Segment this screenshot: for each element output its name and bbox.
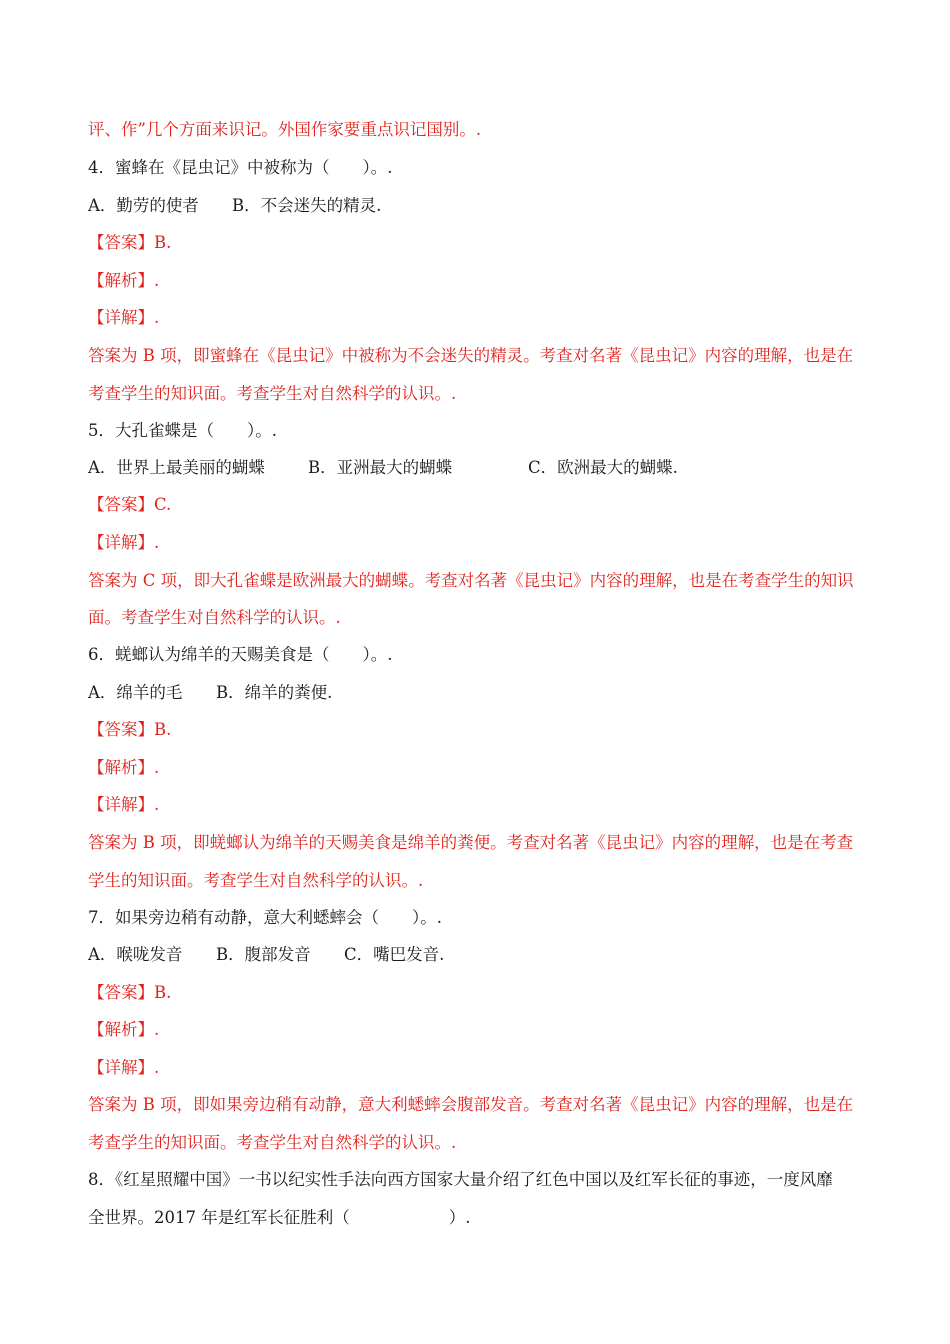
question-7-stem: 7．如果旁边稍有动静，意大利蟋蟀会（ ）。.: [88, 908, 442, 927]
q6-explanation-line-2: 学生的知识面。考查学生对自然科学的认识。.: [88, 871, 424, 890]
q5-option-c: C．欧洲最大的蝴蝶.: [528, 458, 678, 477]
q7-option-a: A．喉咙发音: [88, 945, 183, 964]
question-4-options: [88, 195, 381, 217]
q5-detail: 【详解】.: [88, 533, 160, 552]
question-7-options: [88, 944, 444, 966]
question-6-options: [88, 682, 332, 704]
q5-explanation-line-2: 面。考查学生对自然科学的认识。.: [88, 608, 341, 627]
question-5-stem: 5．大孔雀蝶是（ ）。.: [88, 421, 277, 440]
question-6-stem: 6．蜣螂认为绵羊的天赐美食是（ ）。.: [88, 645, 393, 664]
q4-option-a: A．勤劳的使者: [88, 196, 199, 215]
q7-analysis: 【解析】.: [88, 1020, 160, 1039]
q5-option-a: A．世界上最美丽的蝴蝶: [88, 458, 265, 477]
q7-detail: 【详解】.: [88, 1058, 160, 1077]
q4-explanation-line-2: 考查学生的知识面。考查学生对自然科学的认识。.: [88, 384, 457, 403]
q6-detail: 【详解】.: [88, 795, 160, 814]
q5-explanation-line-1: 答案为 C 项，即大孔雀蝶是欧洲最大的蝴蝶。考查对名著《昆虫记》内容的理解，也是在考查学生的知识: [88, 571, 854, 590]
q4-answer: 【答案】B.: [88, 233, 172, 252]
intro-text: 评、作”几个方面来识记。外国作家要重点识记国别。.: [88, 120, 482, 139]
q4-analysis: 【解析】.: [88, 271, 160, 290]
q5-answer: 【答案】C.: [88, 495, 172, 514]
q6-answer: 【答案】B.: [88, 720, 172, 739]
q6-option-b: B．绵羊的粪便.: [216, 683, 333, 702]
q7-answer: 【答案】B.: [88, 983, 172, 1002]
q7-explanation-line-2: 考查学生的知识面。考查学生对自然科学的认识。.: [88, 1133, 457, 1152]
question-8-stem-line-2: 全世界。2017 年是红军长征胜利（ ）.: [88, 1208, 471, 1227]
question-5-options: [88, 457, 678, 479]
q4-detail: 【详解】.: [88, 308, 160, 327]
q6-option-a: A．绵羊的毛: [88, 683, 183, 702]
q6-analysis: 【解析】.: [88, 758, 160, 777]
question-4-stem: 4．蜜蜂在《昆虫记》中被称为（ ）。.: [88, 158, 393, 177]
q7-option-b: B．腹部发音: [216, 945, 311, 964]
q4-option-b: B．不会迷失的精灵.: [232, 196, 382, 215]
q4-explanation-line-1: 答案为 B 项，即蜜蜂在《昆虫记》中被称为不会迷失的精灵。考查对名著《昆虫记》内容的理解，也是在: [88, 346, 854, 365]
q7-option-c: C．嘴巴发音.: [344, 945, 445, 964]
q5-option-b: B．亚洲最大的蝴蝶: [308, 458, 453, 477]
question-8-stem-line-1: 8．《红星照耀中国》一书以纪实性手法向西方国家大量介绍了红色中国以及红军长征的事迹，一度风靡: [88, 1170, 833, 1189]
q7-explanation-line-1: 答案为 B 项，即如果旁边稍有动静，意大利蟋蟀会腹部发音。考查对名著《昆虫记》内容的理解，也是在: [88, 1095, 854, 1114]
q6-explanation-line-1: 答案为 B 项，即蜣螂认为绵羊的天赐美食是绵羊的粪便。考查对名著《昆虫记》内容的理解，也是在考查: [88, 833, 854, 852]
